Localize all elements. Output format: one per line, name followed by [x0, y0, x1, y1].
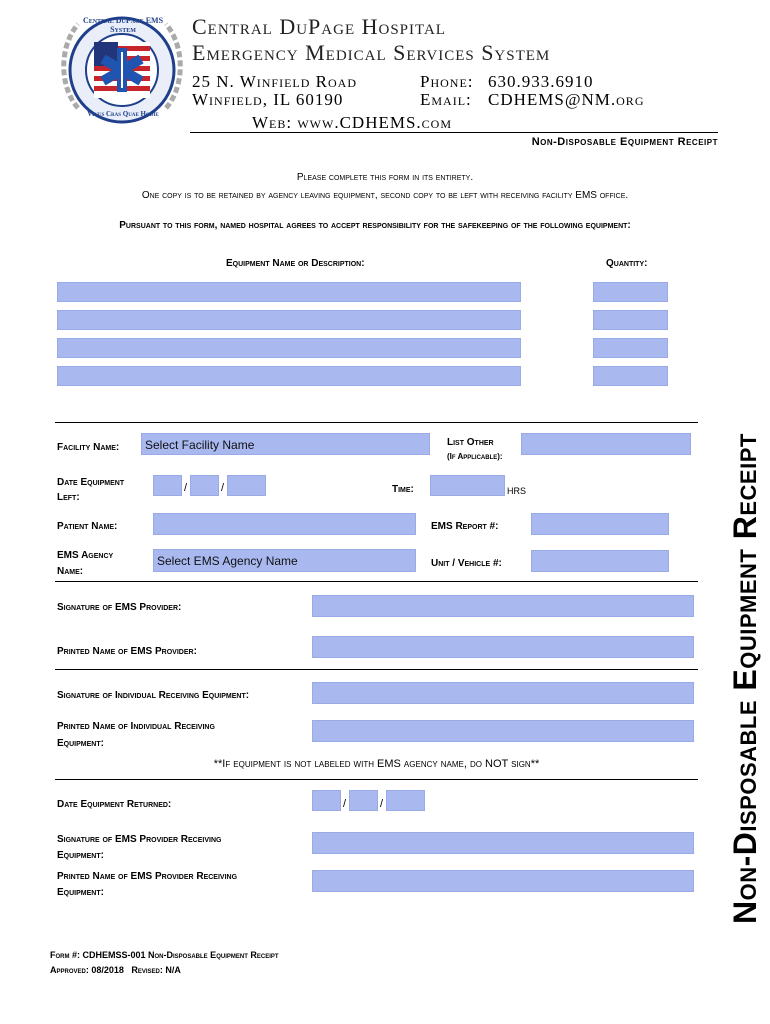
address-line1: 25 N. Winfield Road: [192, 72, 358, 91]
side-title: Non-Disposable Equipment Receipt: [727, 433, 763, 924]
footer-approved: Approved: 08/2018 Revised: N/A: [50, 965, 181, 975]
sig-receiving-label-1: Signature of EMS Provider Receiving: [57, 834, 222, 845]
equipment-description-1[interactable]: [57, 282, 521, 302]
sig-receiving-field[interactable]: [312, 832, 694, 854]
date-returned-month[interactable]: [312, 790, 341, 811]
ems-agency-select[interactable]: Select EMS Agency Name: [153, 549, 416, 572]
sig-individual-field[interactable]: [312, 682, 694, 704]
org-system: Emergency Medical Services System: [192, 40, 551, 65]
list-other-field[interactable]: [521, 433, 691, 455]
printed-ems-provider-field[interactable]: [312, 636, 694, 658]
date-left-month[interactable]: [153, 475, 182, 496]
form-title: Non-Disposable Equipment Receipt: [531, 136, 718, 148]
facility-name-label: Facility Name:: [57, 442, 120, 453]
date-separator: /: [221, 482, 225, 494]
section-divider: [55, 422, 698, 423]
ems-report-label: EMS Report #:: [431, 521, 499, 532]
email-label: Email:: [420, 90, 472, 109]
date-separator: /: [380, 798, 384, 810]
equipment-quantity-4[interactable]: [593, 366, 668, 386]
date-left-label-2: Left:: [57, 492, 80, 503]
time-label: Time:: [392, 484, 414, 495]
instruction-2: One copy is to be retained by agency leaving equipment, second copy to be left with receiving facility EMS office.: [141, 190, 629, 201]
ems-seal-logo: [56, 8, 188, 132]
instruction-3: Pursuant to this form, named hospital agrees to accept responsibility for the safekeeping of the following equipment:: [119, 220, 631, 231]
address-line2: Winfield, IL 60190: [192, 90, 344, 109]
patient-name-label: Patient Name:: [57, 521, 118, 532]
seal-text-bottom: Vivus Cras Quae Hodie: [87, 110, 159, 118]
instruction-1: Please complete this form in its entirety.: [296, 172, 474, 183]
section-divider: [55, 581, 698, 582]
equipment-description-4[interactable]: [57, 366, 521, 386]
printed-ems-provider-label: Printed Name of EMS Provider:: [57, 646, 197, 657]
sig-ems-provider-field[interactable]: [312, 595, 694, 617]
printed-individual-field[interactable]: [312, 720, 694, 742]
footer-form-number: Form #: CDHEMSS-001 Non-Disposable Equipment Receipt: [50, 950, 279, 960]
phone-label: Phone:: [420, 72, 474, 91]
equipment-quantity-2[interactable]: [593, 310, 668, 330]
unit-vehicle-field[interactable]: [531, 550, 669, 572]
header-rule: [190, 132, 718, 133]
hrs-label: HRS: [507, 486, 527, 496]
printed-individual-label-2: Equipment:: [57, 738, 104, 749]
printed-receiving-label-1: Printed Name of EMS Provider Receiving: [57, 871, 238, 882]
date-separator: /: [343, 798, 347, 810]
email-address: CDHEMS@NM.org: [488, 90, 645, 109]
time-field[interactable]: [430, 475, 505, 496]
equipment-quantity-1[interactable]: [593, 282, 668, 302]
seal-text-top: Central DuPage EMS System: [82, 16, 164, 34]
equipment-quantity-3[interactable]: [593, 338, 668, 358]
equipment-description-3[interactable]: [57, 338, 521, 358]
date-left-year[interactable]: [227, 475, 266, 496]
printed-receiving-label-2: Equipment:: [57, 887, 104, 898]
date-left-day[interactable]: [190, 475, 219, 496]
section-divider: [55, 779, 698, 780]
date-returned-year[interactable]: [386, 790, 425, 811]
date-returned-day[interactable]: [349, 790, 378, 811]
col-quantity-header: Quantity:: [606, 258, 648, 269]
list-other-sublabel: (If Applicable):: [447, 452, 503, 461]
printed-receiving-field[interactable]: [312, 870, 694, 892]
list-other-label: List Other: [447, 437, 494, 448]
phone-number: 630.933.6910: [488, 72, 594, 91]
ems-agency-label-1: EMS Agency: [57, 550, 114, 561]
sig-ems-provider-label: Signature of EMS Provider:: [57, 602, 182, 613]
sig-individual-label: Signature of Individual Receiving Equipment:: [57, 690, 250, 701]
date-left-label-1: Date Equipment: [57, 477, 125, 488]
website: Web: www.CDHEMS.com: [252, 113, 453, 132]
sig-receiving-label-2: Equipment:: [57, 850, 104, 861]
patient-name-field[interactable]: [153, 513, 416, 535]
facility-name-select[interactable]: Select Facility Name: [141, 433, 430, 455]
ems-agency-label-2: Name:: [57, 566, 84, 577]
unit-vehicle-label: Unit / Vehicle #:: [431, 558, 502, 569]
printed-individual-label-1: Printed Name of Individual Receiving: [57, 721, 215, 732]
ems-report-field[interactable]: [531, 513, 669, 535]
org-name: Central DuPage Hospital: [192, 14, 446, 39]
date-returned-label: Date Equipment Returned:: [57, 799, 172, 810]
equipment-description-2[interactable]: [57, 310, 521, 330]
signing-warning: **If equipment is not labeled with EMS agency name, do NOT sign**: [213, 758, 540, 770]
date-separator: /: [184, 482, 188, 494]
section-divider: [55, 669, 698, 670]
col-description-header: Equipment Name or Description:: [226, 258, 365, 269]
